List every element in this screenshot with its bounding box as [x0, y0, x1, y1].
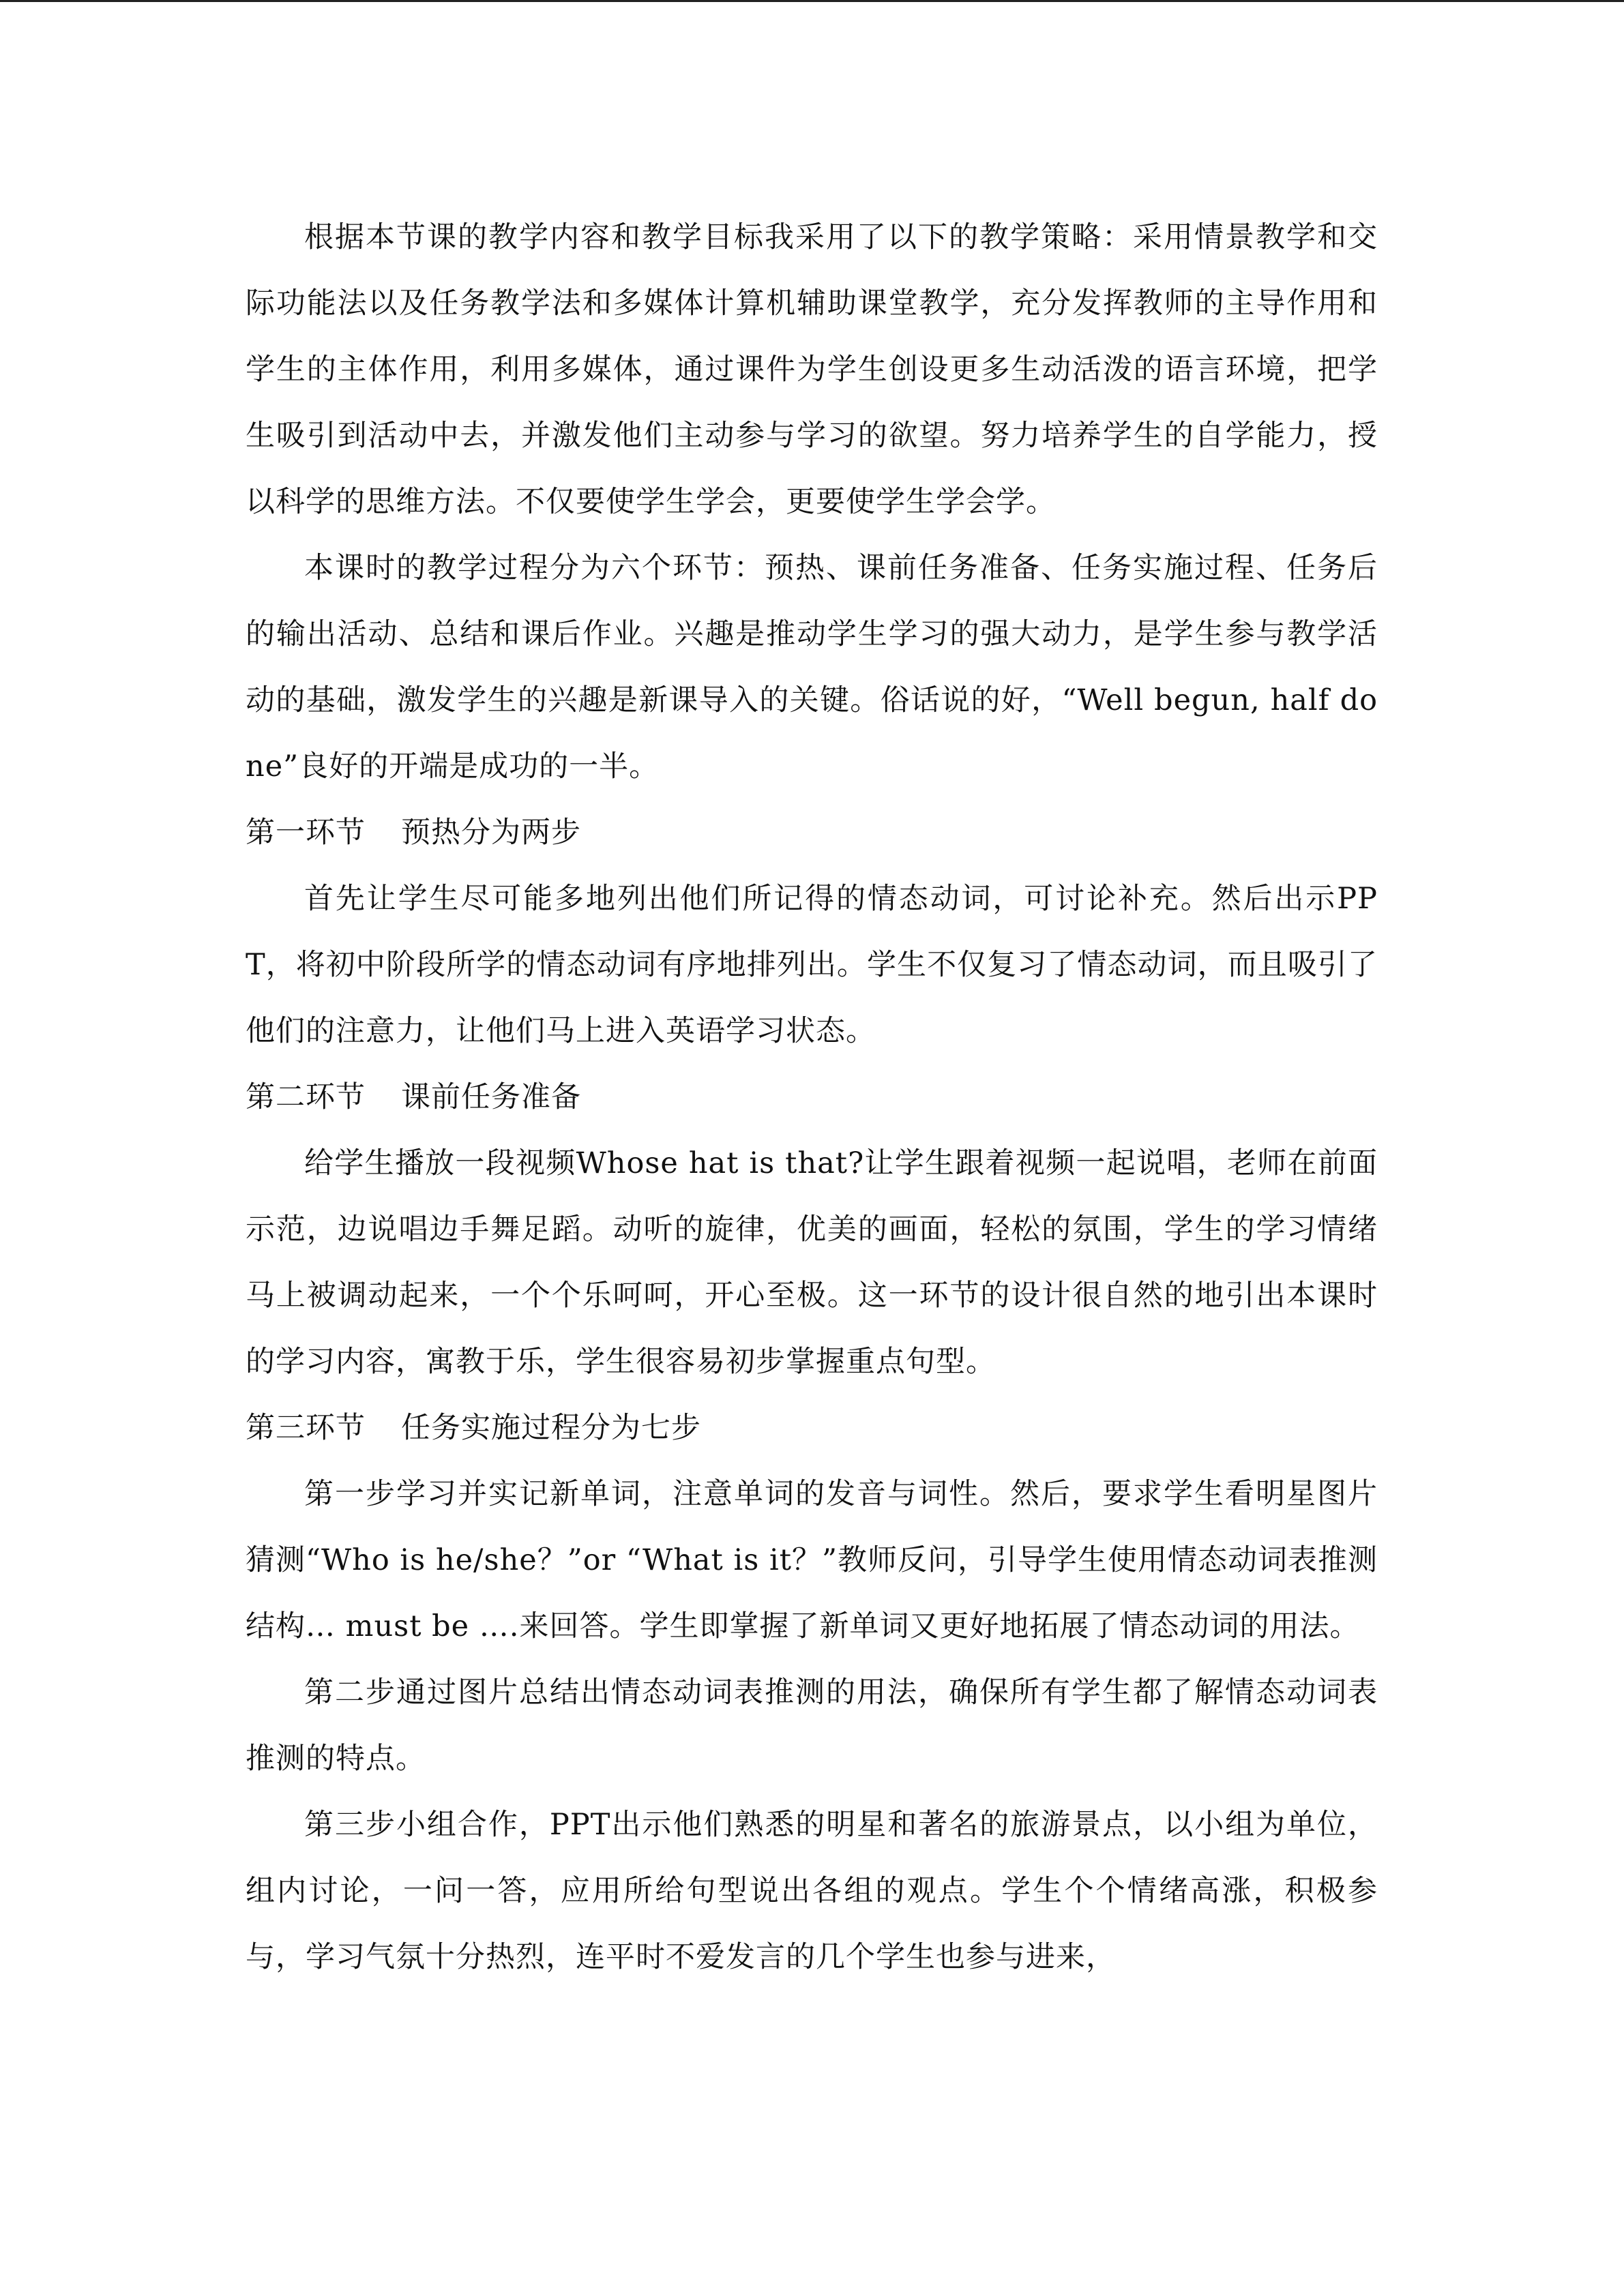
document-page — [246, 205, 1378, 1991]
section-title: 任务实施过程分为七步 — [401, 1411, 701, 1445]
section-label: 第一环节 — [246, 816, 366, 850]
section-heading-3 — [246, 1395, 1378, 1461]
intro-paragraph-strategy: 根据本节课的教学内容和教学目标我采用了以下的教学策略：采用情景教学和交际功能法以及任务教学法和多媒体计算机辅助课堂教学，充分发挥教师的主导作用和学生的主体作用，利用多媒体，通过课件为学生创设更多生动活泼的语言环境，把学生吸引到活动中去，并激发他们主动参与学习的欲望。努力培养学生的自学能力，授以科学的思维方法。不仅要使学生学会，更要使学生学会学。 — [246, 220, 1378, 519]
page-top-border — [0, 0, 1624, 2]
intro-paragraph-process: 本课时的教学过程分为六个环节：预热、课前任务准备、任务实施过程、任务后的输出活动、总结和课后作业。兴趣是推动学生学习的强大动力，是学生参与教学活动的基础，激发学生的兴趣是新课导入的关键。俗话说的好，“Well begun, half done”良好的开端是成功的一半。 — [246, 551, 1378, 784]
section-label: 第三环节 — [246, 1411, 366, 1445]
section-3-step-3: 第三步小组合作，PPT出示他们熟悉的明星和著名的旅游景点，以小组为单位，组内讨论，一问一答，应用所给句型说出各组的观点。学生个个情绪高涨，积极参与，学习气氛十分热烈，连平时不爱发言的几个学生也参与进来， — [246, 1808, 1378, 1974]
section-heading-1 — [246, 800, 1378, 866]
section-label: 第二环节 — [246, 1080, 366, 1114]
section-title: 课前任务准备 — [401, 1080, 581, 1114]
section-3-step-1: 第一步学习并实记新单词，注意单词的发音与词性。然后，要求学生看明星图片猜测“Who is he/she？”or “What is it？”教师反问，引导学生使用情态动词表推测结构… must be ….来回答。学生即掌握了新单词又更好地拓展了情态动词的用法。 — [246, 1477, 1378, 1643]
section-title: 预热分为两步 — [401, 816, 581, 850]
section-1-paragraph: 首先让学生尽可能多地列出他们所记得的情态动词，可讨论补充。然后出示PPT，将初中阶段所学的情态动词有序地排列出。学生不仅复习了情态动词，而且吸引了他们的注意力，让他们马上进入英语学习状态。 — [246, 882, 1378, 1048]
section-heading-2 — [246, 1064, 1378, 1131]
section-3-step-2: 第二步通过图片总结出情态动词表推测的用法，确保所有学生都了解情态动词表推测的特点。 — [246, 1675, 1378, 1776]
section-2-paragraph: 给学生播放一段视频Whose hat is that?让学生跟着视频一起说唱，老师在前面示范，边说唱边手舞足蹈。动听的旋律，优美的画面，轻松的氛围，学生的学习情绪马上被调动起来，一个个乐呵呵，开心至极。这一环节的设计很自然的地引出本课时的学习内容，寓教于乐，学生很容易初步掌握重点句型。 — [246, 1146, 1378, 1379]
